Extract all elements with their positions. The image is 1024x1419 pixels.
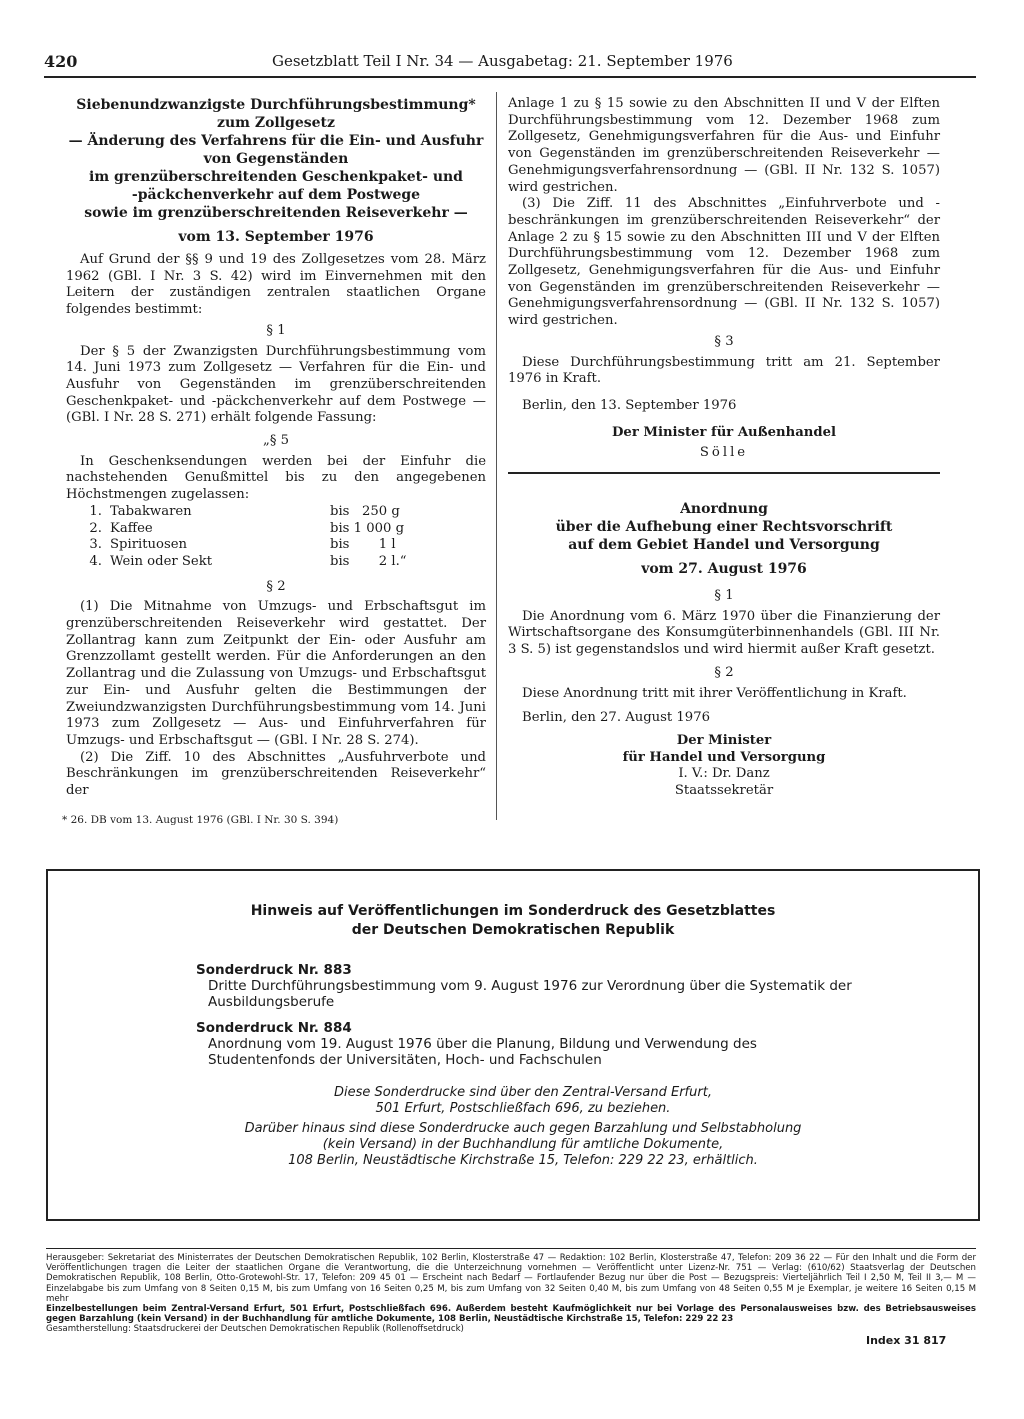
item-number: 2. [89,520,102,536]
section-1-text: Der § 5 der Zwanzigsten Durchführungsbestimmung vom 14. Juni 1973 zum Zollgesetz — Verfahren für die Ein- und Ausfuhr von Gegenständen im grenzüberschreitenden Geschenkpaket- und -päckchenverkehr auf dem Postwege — (GBl. I Nr. 28 S. 271) erhält folgende Fassung: [66,343,486,426]
section-3-text: Diese Durchführungsbestimmung tritt am 21. September 1976 in Kraft. [508,354,940,387]
note-line: 108 Berlin, Neustädtische Kirchstraße 15, Telefon: 229 22 23, erhältlich. [288,1153,758,1168]
title-line: im grenzüberschreitenden Geschenkpaket- und [89,169,463,185]
intro-paragraph: Auf Grund der §§ 9 und 19 des Zollgesetzes vom 28. März 1962 (GBl. I Nr. 3 S. 42) wird im Einvernehmen mit den Leitern der zuständigen zentralen staatlichen Organe folgendes bestimmt: [66,252,486,318]
item-label: Tabakwaren [110,503,192,519]
title-line: Hinweis auf Veröffentlichungen im Sonderdruck des Gesetzblattes [250,903,776,919]
notice-note [198,1121,848,1169]
ordinance-signer-role: Staatssekretär [674,783,774,799]
ordinance-section-2-text: Diese Anordnung tritt mit ihrer Veröffentlichung in Kraft. [522,685,907,701]
imprint-orders: Einzelbestellungen beim Zentral-Versand Erfurt, 501 Erfurt, Postschließfach 696. Außerdem besteht Kaufmöglichkeit nur bei Vorlage des Personalausweises bzw. des Betriebsausweises gegen Barzahlung (kein Versand) in der Buchhandlung für amtliche Dokumente, 108 Berlin, Neustädtische Kirchstraße 15, Telefon: 229 22 23 [46,1304,976,1325]
entry-title: Sonderdruck Nr. 884 [196,1020,352,1036]
imprint-printer: Gesamtherstellung: Staatsdruckerei der Deutschen Demokratischen Republik (Rollenoffsetdruck) [46,1324,464,1335]
footnote: * 26. DB vom 13. August 1976 (GBl. I Nr. 30 S. 394) [62,814,339,826]
item-label: Spirituosen [110,537,188,553]
running-head: Gesetzblatt Teil I Nr. 34 — Ausgabetag: 21. September 1976 [272,52,733,70]
title-line: zum Zollgesetz [217,115,335,131]
regulation-date: vom 13. September 1976 [178,229,374,245]
ordinance-signer-name: I. V.: Dr. Danz [678,766,770,782]
section-divider [508,472,940,474]
title-line: Anordnung [680,501,768,517]
header-rule [44,76,976,78]
list-item [66,554,486,571]
list-item [66,504,486,521]
signer-name: Sölle [699,445,749,461]
item-quantity: bis 1 000 g [330,520,405,536]
title-line: über die Aufhebung einer Rechtsvorschrift [555,519,893,535]
section-heading: § 1 [266,322,286,338]
quoted-section-heading: „§ 5 [262,433,289,449]
notice-box [46,869,980,1221]
imprint [46,1253,976,1335]
page-number: 420 [44,52,78,71]
item-number: 4. [89,553,102,569]
paragraph-3: (3) Die Ziff. 11 des Abschnittes „Einfuhrverbote und -beschränkungen im grenzüberschreitenden Reiseverkehr“ der Anlage 2 zu § 15 sowie zu den Abschnitten III und V der Elften Durchführungsbestimmung vom 12. Dezember 1968 zum Zollgesetz, Genehmigungsverfahren für die Aus- und Einfuhr von Gegenständen im grenzüberschreitenden Reiseverkehr — Genehmigungsverfahrensordnung — (GBl. II Nr. 132 S. 1057) wird gestrichen. [508,196,940,329]
notice-title [48,902,978,940]
index-number: Index 31 817 [866,1334,947,1347]
section-2-paragraph-1: (1) Die Mitnahme von Umzugs- und Erbschaftsgut im grenzüberschreitenden Reiseverkehr wird gestattet. Der Zollantrag kann zum Zeitpunkt der Ein- oder Ausfuhr am Grenzzollamt gestellt werden. Für die Anforderungen an den Zollantrag und die Zulassung von Umzugs- und Erbschaftsgut zur Ein- und Ausfuhr gelten die Bestimmungen der Zweiundzwanzigsten Durchführungsbestimmung vom 14. Juni 1973 zum Zollgesetz — Aus- und Einfuhrverfahren für Umzugs- und Erbschaftsgut — (GBl. I Nr. 28 S. 274). [66,599,486,748]
entry-text: Anordnung vom 19. August 1976 über die Planung, Bildung und Verwendung des Studentenfonds der Universitäten, Hoch- und Fachschulen [208,1036,757,1068]
imprint-publisher: Herausgeber: Sekretariat des Ministerrates der Deutschen Demokratischen Republik, 102 Berlin, Klosterstraße 47 — Redaktion: 102 Berlin, Klosterstraße 47, Telefon: 209 36 22 — Für den Inhalt und die Form der Veröffentlichungen tragen die Leiter der staatlichen Organe die Verantwortung, die die Unterzeichnung vornehmen — Veröffentlicht unter Lizenz-Nr. 751 — Verlag: (610/62) Staatsverlag der Deutschen Demokratischen Republik, 108 Berlin, Otto-Grotewohl-Str. 17, Telefon: 209 45 01 — Erscheint nach Bedarf — Fortlaufender Bezug nur über die Post — Bezugspreis: Vierteljährlich Teil I 2,50 M, Teil II 3,— M — Einzelabgabe bis zum Umfang von 8 Seiten 0,15 M, bis zum Umfang von 16 Seiten 0,25 M, bis zum Umfang von 32 Seiten 0,40 M, bis zum Umfang von 48 Seiten 0,55 M je Exemplar, je weitere 16 Seiten 0,15 M mehr [46,1253,976,1304]
section-2-paragraph-2: (2) Die Ziff. 10 des Abschnittes „Ausfuhrverbote und Beschränkungen im grenzüberschreitenden Reiseverkehr“ der [66,749,486,799]
right-column-lower [508,500,940,800]
column-divider [496,92,497,820]
left-column [66,96,486,800]
title-line: auf dem Gebiet Handel und Versorgung [568,537,880,553]
item-label: Kaffee [110,520,153,536]
quoted-section-text: In Geschenksendungen werden bei der Einfuhr die nachstehenden Genußmittel bis zu den angegebenen Höchstmengen zugelassen: [66,453,486,503]
page-header [44,52,733,74]
ordinance-section-1-text: Die Anordnung vom 6. März 1970 über die Finanzierung der Wirtschaftsorgane des Konsumgüterbinnenhandels (GBl. III Nr. 3 S. 5) ist gegenstandslos und wird hiermit außer Kraft gesetzt. [508,608,940,658]
item-quantity: bis 2 l.“ [330,553,407,569]
notice-entry [196,962,856,1010]
title-line: sowie im grenzüberschreitenden Reiseverkehr — [84,205,468,221]
title-line: von Gegenständen [203,151,349,167]
ordinance-signer-title: Der Minister [676,732,772,748]
note-line: 501 Erfurt, Postschließfach 696, zu beziehen. [375,1101,671,1116]
entry-title: Sonderdruck Nr. 883 [196,962,352,978]
allowance-list [66,504,486,571]
item-label: Wein oder Sekt [110,553,212,569]
imprint-rule [46,1248,976,1249]
item-quantity: bis 250 g [330,503,400,519]
item-number: 3. [89,537,102,553]
section-heading: § 1 [714,588,734,603]
entry-text: Dritte Durchführungsbestimmung vom 9. August 1976 zur Verordnung über die Systematik der Ausbildungsberufe [208,978,852,1010]
ordinance-date: vom 27. August 1976 [641,561,807,577]
title-line: — Änderung des Verfahrens für die Ein- und Ausfuhr [68,133,484,149]
notice-note [198,1085,848,1117]
note-line: Darüber hinaus sind diese Sonderdrucke auch gegen Barzahlung und Selbstabholung [244,1121,802,1136]
section-heading: § 2 [266,578,286,594]
notice-entry [196,1020,856,1068]
note-line: Diese Sonderdrucke sind über den Zentral-Versand Erfurt, [334,1085,712,1100]
list-item [66,521,486,538]
regulation-title [66,96,486,222]
ordinance-place-date: Berlin, den 27. August 1976 [522,710,710,726]
item-number: 1. [89,503,102,519]
section-heading: § 2 [714,664,734,680]
title-line: der Deutschen Demokratischen Republik [351,922,675,938]
place-date: Berlin, den 13. September 1976 [522,397,737,413]
note-line: (kein Versand) in der Buchhandlung für amtliche Dokumente, [322,1137,724,1152]
title-line: -päckchenverkehr auf dem Postwege [131,187,421,203]
title-line: Siebenundzwanzigste Durchführungsbestimmung* [76,97,476,113]
right-column-upper [508,96,940,462]
list-item [66,537,486,554]
continuation-text: Anlage 1 zu § 15 sowie zu den Abschnitten II und V der Elften Durchführungsbestimmung vom 12. Dezember 1968 zum Zollgesetz, Genehmigungsverfahren für die Aus- und Einfuhr von Gegenständen im grenzüberschreitenden Reiseverkehr — Genehmigungsverfahrensordnung — (GBl. II Nr. 132 S. 1057) wird gestrichen. [508,96,940,195]
ordinance-signer-title: für Handel und Versorgung [622,749,826,765]
signer-title: Der Minister für Außenhandel [612,424,836,440]
ordinance-title [508,500,940,554]
item-quantity: bis 1 l [330,537,396,553]
section-heading: § 3 [714,333,734,349]
